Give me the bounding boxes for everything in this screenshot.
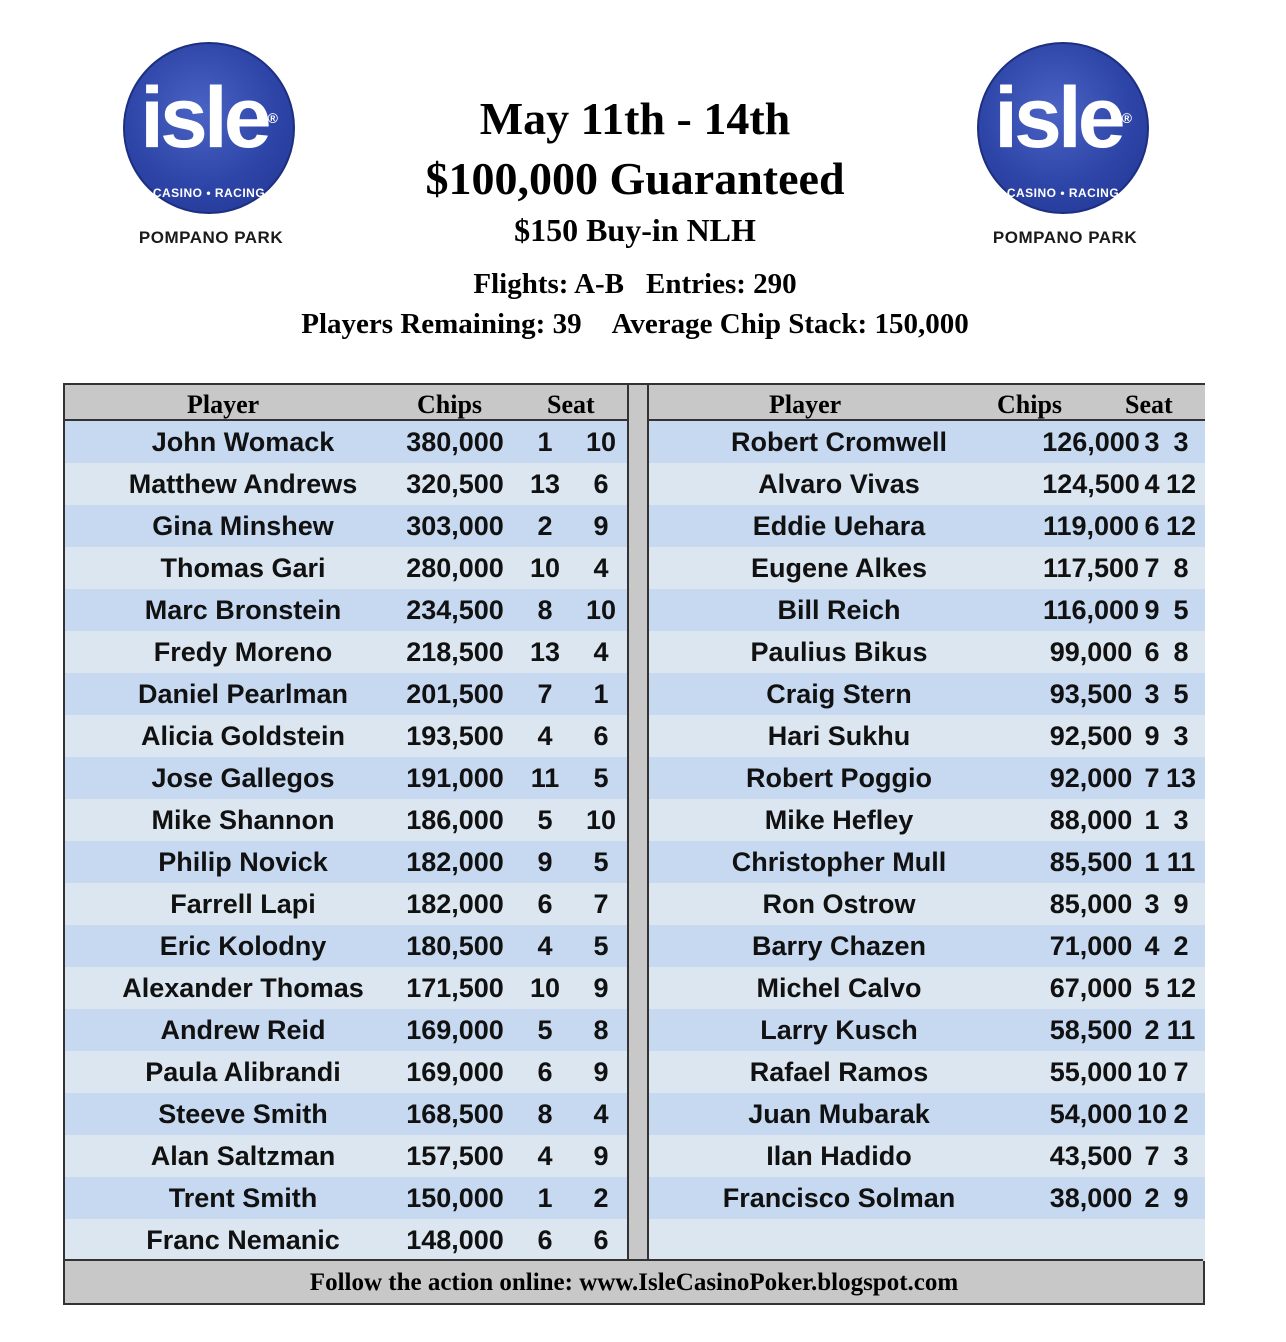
table-number: 4 — [537, 721, 553, 751]
logo-registered-mark: ® — [1121, 110, 1132, 126]
table-row — [649, 673, 1205, 715]
table-number: 2 — [1173, 1099, 1189, 1129]
table-number: 13 — [1165, 763, 1197, 793]
chip-count: 191,000 — [406, 763, 504, 793]
table-row — [649, 757, 1205, 799]
table-number: 10 — [529, 973, 561, 1003]
player-name: John Womack — [151, 427, 335, 457]
table-row — [65, 799, 627, 841]
table-number: 12 — [1165, 469, 1197, 499]
table-number: 5 — [537, 1015, 553, 1045]
player-name: Farrell Lapi — [170, 889, 316, 919]
table-number: 13 — [529, 469, 561, 499]
header-player: Player — [769, 390, 842, 419]
seat-number: 4 — [593, 637, 609, 667]
chip-count-table — [63, 383, 1205, 1305]
player-name: Trent Smith — [168, 1183, 318, 1213]
seat-number: 5 — [1144, 973, 1160, 1003]
table-number: 2 — [537, 511, 553, 541]
seat-number: 3 — [1144, 889, 1160, 919]
table-number: 9 — [1173, 1183, 1189, 1213]
table-row — [649, 841, 1205, 883]
chip-count: 117,500 — [1042, 553, 1140, 583]
chip-count: 171,500 — [406, 973, 504, 1003]
table-number: 13 — [529, 637, 561, 667]
player-name: Alvaro Vivas — [758, 469, 920, 499]
table-row — [649, 421, 1205, 463]
player-name: Matthew Andrews — [128, 469, 358, 499]
seat-number: 9 — [593, 973, 609, 1003]
player-name: Francisco Solman — [722, 1183, 956, 1213]
column-divider — [627, 385, 649, 1259]
header-chips: Chips — [417, 390, 483, 419]
player-name: Larry Kusch — [760, 1015, 918, 1045]
table-number: 1 — [537, 1183, 553, 1213]
seat-number: 2 — [1144, 1015, 1160, 1045]
player-name: Michel Calvo — [756, 973, 922, 1003]
player-name: Alan Saltzman — [150, 1141, 336, 1171]
seat-number: 9 — [1144, 721, 1160, 751]
isle-logo-left — [121, 42, 301, 252]
seat-number: 7 — [1144, 1141, 1160, 1171]
seat-number: 10 — [585, 427, 617, 457]
chip-count: 85,000 — [1049, 889, 1133, 919]
table-header — [65, 385, 627, 421]
table-number: 4 — [537, 1141, 553, 1171]
table-row — [649, 547, 1205, 589]
player-name: Steeve Smith — [158, 1099, 328, 1129]
logo-badge — [977, 42, 1149, 214]
seat-number: 7 — [593, 889, 609, 919]
table-row — [65, 1093, 627, 1135]
table-row — [649, 1135, 1205, 1177]
chip-count: 234,500 — [406, 595, 504, 625]
chip-count: 92,000 — [1049, 763, 1133, 793]
table-number: 9 — [537, 847, 553, 877]
logo-subtitle: CASINO • RACING — [1006, 186, 1120, 200]
header-player: Player — [187, 390, 260, 419]
seat-number: 10 — [1136, 1057, 1168, 1087]
player-name: Eugene Alkes — [750, 553, 928, 583]
table-number: 11 — [1166, 847, 1196, 877]
table-number: 1 — [537, 427, 553, 457]
chip-count: 54,000 — [1049, 1099, 1133, 1129]
seat-number: 10 — [585, 595, 617, 625]
chip-count: 320,500 — [406, 469, 504, 499]
player-name: Ron Ostrow — [762, 889, 916, 919]
flights-entries-line — [100, 266, 1170, 302]
chip-count: 280,000 — [406, 553, 504, 583]
table-row — [649, 505, 1205, 547]
player-name: Franc Nemanic — [146, 1225, 340, 1255]
chip-count: 157,500 — [406, 1141, 504, 1171]
chip-count: 71,000 — [1049, 931, 1133, 961]
player-name: Eric Kolodny — [159, 931, 327, 961]
player-name: Andrew Reid — [160, 1015, 326, 1045]
table-row — [65, 841, 627, 883]
chip-count: 119,000 — [1042, 511, 1140, 541]
chip-count: 303,000 — [406, 511, 504, 541]
chip-count: 169,000 — [406, 1015, 504, 1045]
table-number: 10 — [529, 553, 561, 583]
player-name: Gina Minshew — [152, 511, 334, 541]
table-number: 3 — [1173, 805, 1189, 835]
table-row — [65, 463, 627, 505]
table-row — [649, 1177, 1205, 1219]
header-seat: Seat — [547, 390, 595, 419]
flights-text: Flights: A-B — [473, 268, 625, 300]
remaining-average-line — [100, 306, 1170, 342]
chip-count: 55,000 — [1049, 1057, 1133, 1087]
header-chips: Chips — [997, 390, 1063, 419]
seat-number: 1 — [1144, 805, 1160, 835]
table-row — [65, 967, 627, 1009]
chip-count: 43,500 — [1049, 1141, 1133, 1171]
table-row — [65, 925, 627, 967]
seat-number: 10 — [1136, 1099, 1168, 1129]
table-row — [649, 1051, 1205, 1093]
table-row — [65, 715, 627, 757]
header-seat: Seat — [1125, 390, 1173, 419]
player-name: Thomas Gari — [160, 553, 326, 583]
table-row — [649, 799, 1205, 841]
seat-number: 10 — [585, 805, 617, 835]
seat-number: 4 — [593, 1099, 609, 1129]
seat-number: 7 — [1144, 763, 1160, 793]
table-row — [65, 547, 627, 589]
player-name: Marc Bronstein — [144, 595, 342, 625]
chip-count: 193,500 — [406, 721, 504, 751]
seat-number: 9 — [1144, 595, 1160, 625]
chip-count: 169,000 — [406, 1057, 504, 1087]
seat-number: 1 — [1144, 847, 1160, 877]
chip-count: 186,000 — [406, 805, 504, 835]
seat-number: 6 — [593, 469, 609, 499]
table-row — [65, 589, 627, 631]
table-row — [65, 505, 627, 547]
seat-number: 6 — [593, 1225, 609, 1255]
table-row — [649, 925, 1205, 967]
table-number: 6 — [537, 1225, 553, 1255]
chip-count: 58,500 — [1049, 1015, 1133, 1045]
table-number: 8 — [1173, 637, 1189, 667]
table-row — [65, 1051, 627, 1093]
table-row — [649, 1219, 1205, 1261]
table-row — [65, 883, 627, 925]
player-name: Daniel Pearlman — [137, 679, 349, 709]
table-row — [649, 631, 1205, 673]
table-number: 3 — [1173, 427, 1189, 457]
seat-number: 5 — [593, 763, 609, 793]
seat-number: 3 — [1144, 679, 1160, 709]
table-header — [649, 385, 1205, 421]
event-dates: May 11th - 14th — [479, 93, 791, 144]
table-row — [649, 1093, 1205, 1135]
player-name: Eddie Uehara — [752, 511, 926, 541]
table-number: 9 — [1173, 889, 1189, 919]
table-number: 7 — [1173, 1057, 1189, 1087]
chip-count: 99,000 — [1049, 637, 1133, 667]
chip-count: 85,500 — [1049, 847, 1133, 877]
event-buyin: $150 Buy-in NLH — [514, 212, 756, 248]
seat-number: 6 — [1144, 637, 1160, 667]
chip-count: 67,000 — [1049, 973, 1133, 1003]
table-row — [649, 715, 1205, 757]
table-number: 8 — [537, 595, 553, 625]
chip-count: 182,000 — [406, 889, 504, 919]
table-number: 11 — [530, 763, 560, 793]
seat-number: 5 — [593, 931, 609, 961]
chip-count: 180,500 — [406, 931, 504, 961]
player-name: Philip Novick — [158, 847, 328, 877]
table-row — [649, 463, 1205, 505]
table-number: 12 — [1165, 973, 1197, 1003]
table-number: 6 — [537, 1057, 553, 1087]
player-name: Jose Gallegos — [151, 763, 335, 793]
player-name: Juan Mubarak — [748, 1099, 930, 1129]
table-number: 2 — [1173, 931, 1189, 961]
seat-number: 9 — [593, 1057, 609, 1087]
isle-logo-right — [975, 42, 1155, 252]
table-number: 6 — [537, 889, 553, 919]
player-name: Alicia Goldstein — [140, 721, 346, 751]
table-row — [65, 1009, 627, 1051]
seat-number: 6 — [1144, 511, 1160, 541]
chip-count: 88,000 — [1049, 805, 1133, 835]
chip-count: 148,000 — [406, 1225, 504, 1255]
player-name: Robert Poggio — [746, 763, 932, 793]
table-number: 5 — [537, 805, 553, 835]
table-number: 3 — [1173, 1141, 1189, 1171]
logo-location: POMPANO PARK — [992, 228, 1138, 247]
player-name: Christopher Mull — [731, 847, 947, 877]
table-row — [65, 421, 627, 463]
player-name: Alexander Thomas — [122, 973, 364, 1003]
player-name: Rafael Ramos — [749, 1057, 929, 1087]
player-name: Robert Cromwell — [730, 427, 948, 457]
chip-count: 38,000 — [1049, 1183, 1133, 1213]
table-number: 8 — [537, 1099, 553, 1129]
seat-number: 4 — [593, 553, 609, 583]
player-name: Mike Hefley — [764, 805, 914, 835]
chip-count: 124,500 — [1042, 469, 1140, 499]
table-row — [65, 1177, 627, 1219]
seat-number: 9 — [593, 511, 609, 541]
chip-count: 380,000 — [406, 427, 504, 457]
seat-number: 3 — [1144, 427, 1160, 457]
players-remaining-text: Players Remaining: 39 — [301, 308, 582, 340]
chip-count: 150,000 — [406, 1183, 504, 1213]
seat-number: 2 — [593, 1183, 609, 1213]
chip-count: 93,500 — [1049, 679, 1133, 709]
logo-subtitle: CASINO • RACING — [152, 186, 266, 200]
player-name: Paulius Bikus — [750, 637, 928, 667]
table-number: 12 — [1165, 511, 1197, 541]
table-row — [649, 1009, 1205, 1051]
chip-count: 218,500 — [406, 637, 504, 667]
entries-text: Entries: 290 — [646, 268, 797, 300]
player-name: Craig Stern — [766, 679, 912, 709]
seat-number: 9 — [593, 1141, 609, 1171]
seat-number: 8 — [593, 1015, 609, 1045]
seat-number: 2 — [1144, 1183, 1160, 1213]
table-row — [649, 883, 1205, 925]
footer-follow-online: Follow the action online: www.IsleCasinoPoker.blogspot.com — [65, 1259, 1203, 1303]
seat-number: 4 — [1144, 469, 1160, 499]
player-name: Paula Alibrandi — [145, 1057, 341, 1087]
player-name: Hari Sukhu — [767, 721, 911, 751]
table-number: 4 — [537, 931, 553, 961]
table-number: 5 — [1173, 595, 1189, 625]
chip-count: 116,000 — [1042, 595, 1140, 625]
logo-registered-mark: ® — [267, 110, 278, 126]
chip-count: 168,500 — [406, 1099, 504, 1129]
average-stack-text: Average Chip Stack: 150,000 — [611, 308, 969, 340]
left-chip-list — [65, 385, 627, 1261]
logo-location: POMPANO PARK — [138, 228, 284, 247]
seat-number: 7 — [1144, 553, 1160, 583]
player-name: Mike Shannon — [151, 805, 335, 835]
table-row — [65, 1219, 627, 1261]
table-row — [649, 967, 1205, 1009]
table-number: 8 — [1173, 553, 1189, 583]
player-name: Bill Reich — [777, 595, 901, 625]
table-number: 5 — [1173, 679, 1189, 709]
chip-count: 92,500 — [1049, 721, 1133, 751]
chip-count: 126,000 — [1042, 427, 1140, 457]
player-name: Fredy Moreno — [153, 637, 333, 667]
table-number: 3 — [1173, 721, 1189, 751]
chip-count: 201,500 — [406, 679, 504, 709]
table-row — [65, 757, 627, 799]
seat-number: 4 — [1144, 931, 1160, 961]
logo-badge — [123, 42, 295, 214]
table-row — [65, 1135, 627, 1177]
seat-number: 1 — [593, 679, 609, 709]
table-row — [65, 631, 627, 673]
table-row — [649, 589, 1205, 631]
event-guarantee: $100,000 Guaranteed — [425, 153, 845, 204]
table-row — [65, 673, 627, 715]
right-chip-list — [649, 385, 1205, 1261]
seat-number: 5 — [593, 847, 609, 877]
logo-wordmark: isle — [140, 70, 268, 166]
chip-count: 182,000 — [406, 847, 504, 877]
seat-number: 6 — [593, 721, 609, 751]
player-name: Ilan Hadido — [766, 1141, 912, 1171]
player-name: Barry Chazen — [751, 931, 927, 961]
logo-wordmark: isle — [994, 70, 1122, 166]
table-number: 11 — [1166, 1015, 1196, 1045]
table-number: 7 — [537, 679, 553, 709]
